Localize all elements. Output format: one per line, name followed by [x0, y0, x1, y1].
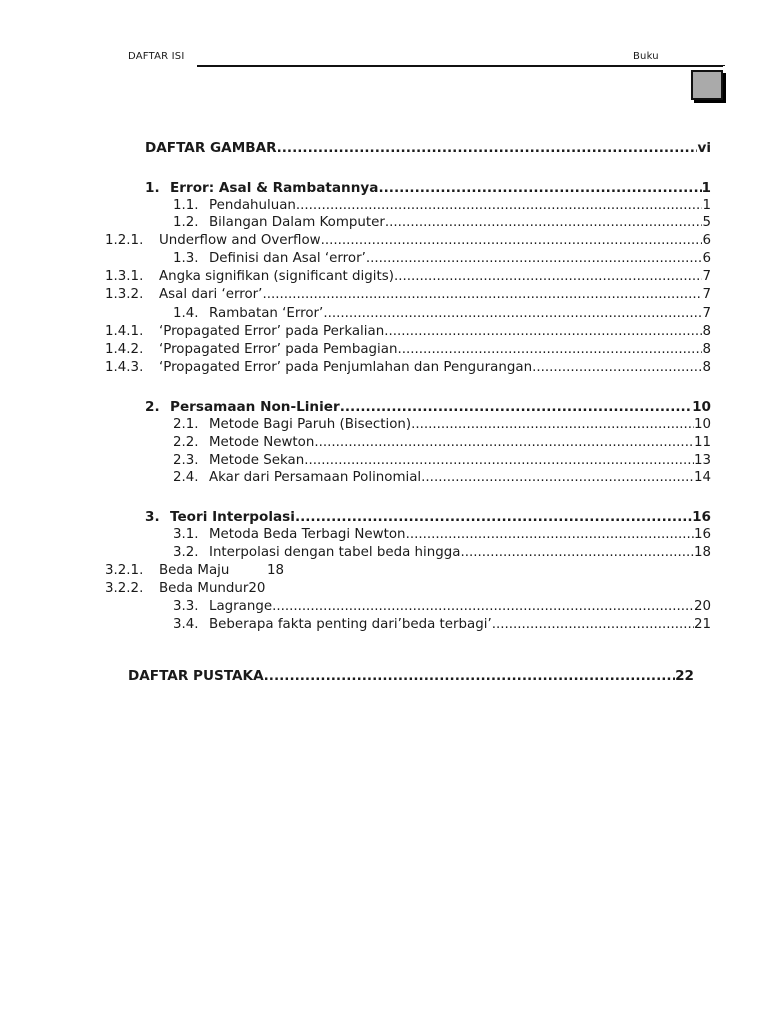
toc-entry-title: Definisi dan Asal ‘error’	[209, 251, 366, 266]
toc-entry[interactable]	[145, 179, 711, 197]
toc-entry[interactable]	[105, 341, 711, 359]
toc-leader-dots	[296, 197, 703, 215]
toc-entry-title: Metode Sekan	[209, 453, 305, 468]
toc-entry-title: Underflow and Overflow	[159, 233, 321, 248]
toc-entry-title: Beberapa fakta penting dari’beda terbagi’	[209, 617, 492, 632]
toc-entry[interactable]	[145, 139, 711, 157]
toc-entry[interactable]	[105, 580, 325, 598]
toc-leader-dots	[295, 508, 692, 526]
toc-entry-number: 3.2.2.	[105, 581, 144, 596]
toc-entry-page: 10	[693, 417, 711, 432]
toc-entry-page: 16	[692, 509, 711, 525]
toc-entry[interactable]	[105, 359, 711, 377]
toc-entry-page: 1	[702, 198, 711, 213]
toc-leader-dots	[264, 667, 675, 685]
toc-entry-number: 1.2.	[173, 215, 199, 230]
toc-entry-number: 2.	[145, 399, 160, 415]
toc-leader-dots	[460, 544, 694, 562]
toc-leader-dots	[385, 214, 703, 232]
toc-entry-number: 1.1.	[173, 198, 199, 213]
toc-leader-dots	[411, 416, 694, 434]
toc-entry-page: 20	[248, 581, 266, 596]
toc-entry[interactable]	[173, 598, 711, 616]
toc-entry-page: 5	[702, 215, 711, 230]
toc-leader-dots	[314, 434, 694, 452]
toc-leader-dots	[421, 469, 694, 487]
toc-entry-page: 8	[702, 324, 711, 339]
toc-leader-dots	[304, 452, 694, 470]
header-right-text: Buku	[633, 51, 659, 62]
toc-entry-number: 2.3.	[173, 453, 199, 468]
toc-entry-page: 8	[702, 342, 711, 357]
toc-entry-page: 20	[693, 599, 711, 614]
toc-entry-page: 10	[692, 399, 711, 415]
toc-entry-page: vi	[697, 140, 711, 156]
toc-leader-dots	[406, 526, 694, 544]
toc-entry[interactable]	[173, 197, 711, 215]
toc-entry-number: 2.1.	[173, 417, 199, 432]
toc-entry[interactable]	[145, 398, 711, 416]
toc-entry-title: Asal dari ‘error’	[159, 287, 263, 302]
toc-entry[interactable]	[173, 452, 711, 470]
header-left-text: DAFTAR ISI	[128, 51, 185, 62]
toc-leader-dots	[272, 598, 694, 616]
toc-leader-dots	[323, 305, 702, 323]
toc-entry-page: 1	[701, 180, 711, 196]
toc-entry[interactable]	[173, 250, 711, 268]
toc-entry[interactable]	[173, 544, 711, 562]
toc-entry-number: 3.4.	[173, 617, 199, 632]
toc-entry-title: ‘Propagated Error’ pada Perkalian	[159, 324, 385, 339]
toc-entry[interactable]	[105, 323, 711, 341]
toc-entry-number: 2.2.	[173, 435, 199, 450]
toc-entry[interactable]	[145, 508, 711, 526]
toc-entry[interactable]	[105, 232, 711, 250]
toc-entry-title: Metode Newton	[209, 435, 315, 450]
toc-entry[interactable]	[173, 616, 711, 634]
toc-entry-page: 18	[693, 545, 711, 560]
toc-entry-page: 21	[693, 617, 711, 632]
toc-leader-dots	[532, 359, 702, 377]
toc-leader-dots	[277, 139, 698, 157]
toc-entry[interactable]	[105, 286, 711, 304]
toc-entry-page: 6	[702, 233, 711, 248]
toc-entry[interactable]	[128, 667, 694, 685]
toc-entry[interactable]	[173, 469, 711, 487]
toc-entry-number: 1.4.3.	[105, 360, 144, 375]
toc-entry-number: 1.3.	[173, 251, 199, 266]
toc-entry-number: 2.4.	[173, 470, 199, 485]
toc-leader-dots	[394, 268, 703, 286]
toc-entry[interactable]	[173, 434, 711, 452]
toc-entry-page: 6	[702, 251, 711, 266]
toc-entry-title: ‘Propagated Error’ pada Penjumlahan dan Pengurangan	[159, 360, 533, 375]
toc-leader-dots	[492, 616, 694, 634]
toc-entry[interactable]	[173, 214, 711, 232]
toc-entry-number: 3.1.	[173, 527, 199, 542]
toc-entry-page: 8	[702, 360, 711, 375]
toc-leader-dots	[321, 232, 703, 250]
toc-leader-dots	[340, 398, 692, 416]
toc-entry-number: 1.4.	[173, 306, 199, 321]
toc-entry-title: DAFTAR PUSTAKA	[128, 668, 264, 684]
toc-entry-title: Lagrange	[209, 599, 273, 614]
toc-entry-number: 1.	[145, 180, 160, 196]
toc-entry-title: Metoda Beda Terbagi Newton	[209, 527, 406, 542]
toc-entry-title: Interpolasi dengan tabel beda hingga	[209, 545, 461, 560]
toc-entry-page: 11	[693, 435, 711, 450]
toc-entry-number: 1.3.2.	[105, 287, 144, 302]
toc-entry-title: Rambatan ‘Error’	[209, 306, 324, 321]
toc-entry-title: ‘Propagated Error’ pada Pembagian	[159, 342, 398, 357]
toc-entry-page: 14	[693, 470, 711, 485]
toc-leader-dots	[378, 179, 701, 197]
toc-entry-number: 3.2.	[173, 545, 199, 560]
toc-entry-page: 22	[675, 668, 694, 684]
toc-entry-page: 16	[693, 527, 711, 542]
toc-entry[interactable]	[173, 416, 711, 434]
toc-entry-number: 1.4.1.	[105, 324, 144, 339]
toc-leader-dots	[366, 250, 703, 268]
toc-entry-title: Error: Asal & Rambatannya	[170, 180, 379, 196]
toc-entry[interactable]	[105, 562, 325, 580]
toc-entry-title: Beda Maju	[159, 563, 230, 578]
toc-entry-page: 7	[702, 287, 711, 302]
toc-entry-title: Teori Interpolasi	[170, 509, 295, 525]
toc-entry[interactable]	[173, 526, 711, 544]
toc-entry-page: 18	[267, 563, 285, 578]
toc-entry-title: Beda Mundur	[159, 581, 249, 596]
toc-entry-title: Pendahuluan	[209, 198, 296, 213]
toc-entry-title: Metode Bagi Paruh (Bisection)	[209, 417, 412, 432]
toc-leader-dots	[397, 341, 702, 359]
toc-entry-title: Angka signifikan (significant digits)	[159, 269, 394, 284]
toc-entry-number: 3.	[145, 509, 160, 525]
toc-entry-number: 1.2.1.	[105, 233, 144, 248]
toc-entry-number: 3.3.	[173, 599, 199, 614]
toc-entry-number: 3.2.1.	[105, 563, 144, 578]
toc-entry-title: Persamaan Non-Linier	[170, 399, 340, 415]
toc-entry-number: 1.4.2.	[105, 342, 144, 357]
toc-leader-dots	[384, 323, 702, 341]
toc-entry-number: 1.3.1.	[105, 269, 144, 284]
toc-entry-page: 13	[693, 453, 711, 468]
toc-entry[interactable]	[105, 268, 711, 286]
toc-entry[interactable]	[173, 305, 711, 323]
toc-leader-dots	[262, 286, 702, 304]
toc-entry-title: Akar dari Persamaan Polinomial	[209, 470, 422, 485]
toc-entry-title: Bilangan Dalam Komputer	[209, 215, 385, 230]
toc-entry-page: 7	[702, 306, 711, 321]
toc-entry-title: DAFTAR GAMBAR	[145, 140, 277, 156]
toc-entry-page: 7	[702, 269, 711, 284]
